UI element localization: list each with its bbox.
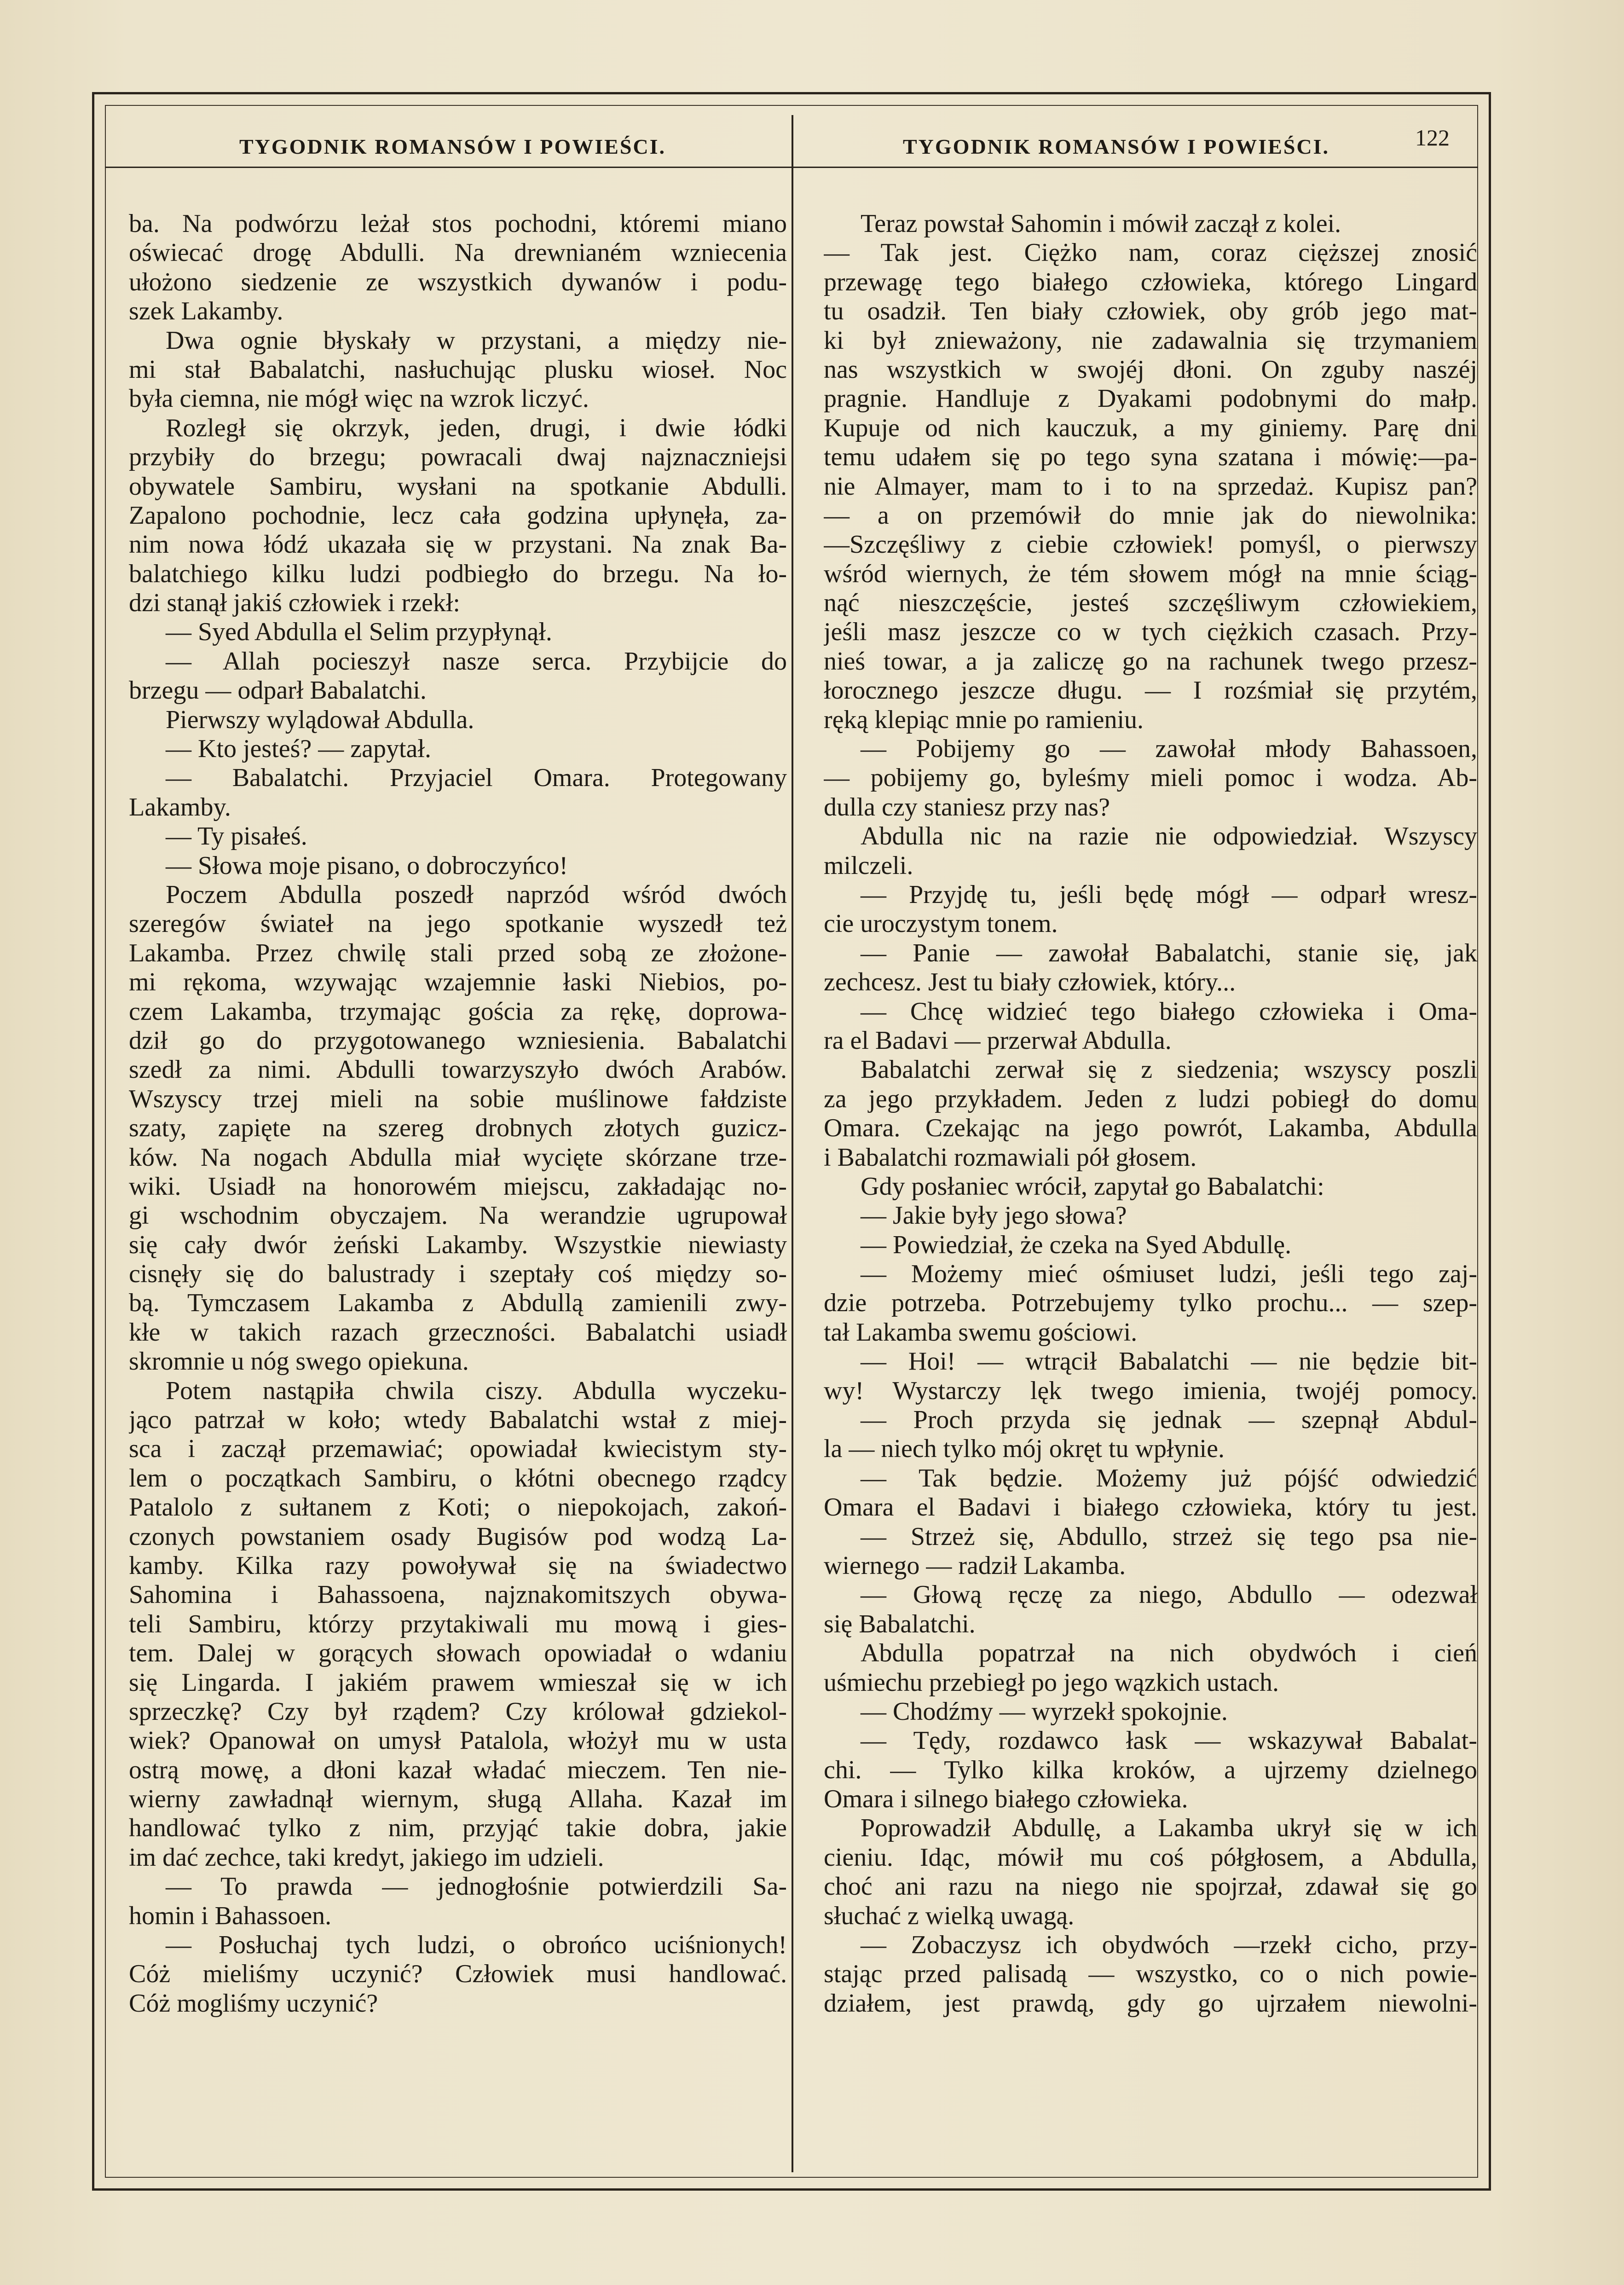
- text-line: kamby. Kilka razy powoływał się na świadectwo: [129, 1551, 787, 1580]
- text-line: mi stał Babalatchi, nasłuchując plusku wioseł. Noc: [129, 355, 787, 384]
- text-line: jeśli masz jeszcze co w tych ciężkich czasach. Przy-: [824, 618, 1477, 647]
- text-line: przybiły do brzegu; powracali dwaj najznaczniejsi: [129, 443, 787, 472]
- text-line: — Panie — zawołał Babalatchi, stanie się, jak: [861, 938, 1477, 967]
- text-line: kłe w takich razach grzeczności. Babalatchi usiadł: [129, 1318, 787, 1347]
- text-line: — Babalatchi. Przyjaciel Omara. Protegowany: [166, 764, 787, 793]
- text-line: — Chodźmy — wyrzekł spokojnie.: [861, 1697, 1228, 1726]
- text-line: Abdulla popatrzał na nich obydwóch i cień: [861, 1639, 1477, 1668]
- text-line: ków. Na nogach Abdulla miał wycięte skórzane trze-: [129, 1143, 787, 1172]
- text-line: skromnie u nóg swego opiekuna.: [129, 1347, 469, 1376]
- text-line: dzie potrzeba. Potrzebujemy tylko prochu... — szep-: [824, 1289, 1477, 1318]
- text-line: stając przed palisadą — wszystko, co o nich powie-: [824, 1960, 1477, 1989]
- text-line: — Głową ręczę za niego, Abdullo — odezwał: [861, 1580, 1477, 1609]
- text-line: — Hoi! — wtrącił Babalatchi — nie będzie bit-: [861, 1347, 1477, 1376]
- text-line: gi wschodnim obyczajem. Na werandzie ugrupował: [129, 1201, 787, 1230]
- text-line: Cóż mieliśmy uczynić? Człowiek musi handlować.: [129, 1960, 787, 1989]
- text-line: — Pobijemy go — zawołał młody Bahassoen,: [861, 735, 1477, 764]
- text-line: cieniu. Idąc, mówił mu coś półgłosem, a Abdulla,: [824, 1843, 1477, 1872]
- text-line: la — niech tylko mój okręt tu wpłynie.: [824, 1435, 1225, 1464]
- text-line: Rozległ się okrzyk, jeden, drugi, i dwie łódki: [166, 413, 787, 442]
- right-text-column: [824, 209, 1477, 2018]
- left-text-column: [129, 209, 787, 2018]
- text-line: — Możemy mieć ośmiuset ludzi, jeśli tego zaj-: [861, 1260, 1477, 1289]
- text-line: milczeli.: [824, 851, 913, 880]
- text-line: Teraz powstał Sahomin i mówił zaczął z kolei.: [861, 209, 1341, 238]
- text-line: wśród wiernych, że tém słowem mógł na mnie ściąg-: [824, 559, 1477, 588]
- text-line: dzi stanął jakiś człowiek i rzekł:: [129, 589, 460, 618]
- text-line: Gdy posłaniec wrócił, zapytał go Babalatchi:: [861, 1172, 1324, 1201]
- text-line: — Powiedział, że czeka na Syed Abdullę.: [861, 1230, 1292, 1259]
- text-line: nąć nieszczęście, jesteś szczęśliwym człowiekiem,: [824, 589, 1477, 618]
- text-line: Abdulla nic na razie nie odpowiedział. Wszyscy: [861, 822, 1477, 851]
- text-line: dulla czy staniesz przy nas?: [824, 793, 1110, 821]
- text-line: sca i zaczął przemawiać; opowiadał kwiecistym sty-: [129, 1435, 787, 1464]
- text-line: Sahomina i Bahassoena, najznakomitszych obywa-: [129, 1580, 787, 1609]
- text-line: teli Sambiru, którzy przytakiwali mu mową i gies-: [129, 1609, 787, 1638]
- text-line: dził go do przygotowanego wzniesienia. Babalatchi: [129, 1026, 787, 1055]
- text-line: pragnie. Handluje z Dyakami podobnymi do małp.: [824, 384, 1477, 413]
- text-line: ostrą mowę, a dłoni kazał władać mieczem. Ten nie-: [129, 1755, 787, 1784]
- text-line: — Posłuchaj tych ludzi, o obrońco uciśnionych!: [166, 1931, 787, 1960]
- text-line: balatchiego kilku ludzi podbiegło do brzegu. Na ło-: [129, 559, 787, 588]
- text-line: — a on przemówił do mnie jak do niewolnika:: [824, 501, 1477, 530]
- text-line: tu osadził. Ten biały człowiek, oby grób jego mat-: [824, 297, 1477, 326]
- text-line: tał Lakamba swemu gościowi.: [824, 1318, 1138, 1347]
- text-line: — Zobaczysz ich obydwóch —rzekł cicho, przy-: [861, 1931, 1477, 1960]
- text-line: — Tak będzie. Możemy już pójść odwiedzić: [861, 1464, 1477, 1492]
- text-line: tem. Dalej w gorących słowach opowiadał o wdaniu: [129, 1639, 787, 1668]
- text-line: Kupuje od nich kauczuk, a my giniemy. Parę dni: [824, 413, 1477, 442]
- running-header-right: TYGODNIK ROMANSÓW I POWIEŚCI.: [903, 135, 1330, 158]
- running-header-left: TYGODNIK ROMANSÓW I POWIEŚCI.: [239, 135, 666, 158]
- text-line: czem Lakamba, trzymając gościa za rękę, doprowa-: [129, 997, 787, 1026]
- text-line: nie Almayer, mam to i to na sprzedaż. Kupisz pan?: [824, 472, 1477, 501]
- text-line: Cóż mogliśmy uczynić?: [129, 1989, 378, 2018]
- text-line: sprzeczkę? Czy był rządem? Czy królował gdziekol-: [129, 1697, 787, 1726]
- text-line: szedł za nimi. Abdulli towarzyszyło dwóch Arabów.: [129, 1055, 787, 1084]
- text-line: się Lingarda. I jakiém prawem wmieszał się w ich: [129, 1668, 787, 1697]
- text-line: się Babalatchi.: [824, 1609, 976, 1638]
- text-line: — Allah pocieszył nasze serca. Przybijcie do: [166, 647, 787, 676]
- text-line: Babalatchi zerwał się z siedzenia; wszyscy poszli: [861, 1055, 1477, 1084]
- text-line: homin i Bahassoen.: [129, 1901, 332, 1930]
- text-line: — Tak jest. Ciężko nam, coraz cięższej znosić: [824, 238, 1477, 267]
- text-line: wiek? Opanował on umysł Patalola, włożył mu w usta: [129, 1726, 787, 1755]
- text-line: zechcesz. Jest tu biały człowiek, który...: [824, 968, 1236, 997]
- text-line: — Chcę widzieć tego białego człowieka i Oma-: [861, 997, 1477, 1026]
- text-line: lem o początkach Sambiru, o kłótni obecnego rządcy: [129, 1464, 787, 1492]
- text-line: Poprowadził Abdullę, a Lakamba ukrył się w ich: [861, 1814, 1477, 1843]
- text-line: Poczem Abdulla poszedł naprzód wśród dwóch: [166, 880, 787, 909]
- text-line: — Kto jesteś? — zapytał.: [166, 735, 431, 764]
- text-line: łorocznego jeszcze długu. — I rozśmiał się przytém,: [824, 676, 1477, 705]
- text-line: szeregów świateł na jego spotkanie wyszedł też: [129, 909, 787, 938]
- text-line: szek Lakamby.: [129, 297, 283, 326]
- text-line: chi. — Tylko kilka kroków, a ujrzemy dzielnego: [824, 1755, 1477, 1784]
- text-line: jąco patrzał w koło; wtedy Babalatchi wstał z miej-: [129, 1406, 787, 1435]
- text-line: Patalolo z sułtanem z Koti; o niepokojach, zakoń-: [129, 1493, 787, 1522]
- text-line: ułożono siedzenie ze wszystkich dywanów i podu-: [129, 267, 787, 296]
- text-line: Zapalono pochodnie, lecz cała godzina upłynęła, za-: [129, 501, 787, 530]
- text-line: nieś towar, a ja zaliczę go na rachunek twego przesz-: [824, 647, 1477, 676]
- text-line: wierny zawładnął wiernym, sługą Allaha. Kazał im: [129, 1785, 787, 1814]
- text-line: mi rękoma, wzywając wzajemnie łaski Niebios, po-: [129, 968, 787, 997]
- text-line: działem, jest prawdą, gdy go ujrzałem niewolni-: [824, 1989, 1477, 2018]
- text-line: brzegu — odparł Babalatchi.: [129, 676, 427, 705]
- text-line: handlować tylko z nim, przyjąć takie dobra, jakie: [129, 1814, 787, 1843]
- text-line: choć ani razu na niego nie spojrzał, zdawał się go: [824, 1872, 1477, 1901]
- text-line: wiernego — radził Lakamba.: [824, 1551, 1126, 1580]
- text-line: — To prawda — jednogłośnie potwierdzili Sa-: [166, 1872, 787, 1901]
- text-line: Dwa ognie błyskały w przystani, a między nie-: [166, 326, 787, 355]
- text-line: uśmiechu przebiegł po jego wązkich ustach.: [824, 1668, 1279, 1697]
- text-line: — Strzeż się, Abdullo, strzeż się tego psa nie-: [861, 1522, 1477, 1551]
- text-line: ba. Na podwórzu leżał stos pochodni, któremi miano: [129, 209, 787, 238]
- text-line: bą. Tymczasem Lakamba z Abdullą zamienili zwy-: [129, 1289, 787, 1318]
- text-line: — Tędy, rozdawco łask — wskazywał Babalat-: [861, 1726, 1477, 1755]
- text-line: Potem nastąpiła chwila ciszy. Abdulla wyczeku-: [166, 1376, 787, 1405]
- text-line: oświecać drogę Abdulli. Na drewnianém wzniecenia: [129, 238, 787, 267]
- text-line: — Proch przyda się jednak — szepnął Abdul-: [861, 1406, 1477, 1435]
- text-line: temu udałem się po tego syna szatana i mówię:—pa-: [824, 443, 1477, 472]
- text-line: ki był znieważony, nie zadawalnia się trzymaniem: [824, 326, 1477, 355]
- text-line: przewagę tego białego człowieka, którego Lingard: [824, 267, 1477, 296]
- text-line: Omara. Czekając na jego powrót, Lakamba, Abdulla: [824, 1114, 1477, 1143]
- text-line: — Syed Abdulla el Selim przypłynął.: [166, 618, 552, 647]
- text-line: wy! Wystarczy lęk twego imienia, twojéj pomocy.: [824, 1376, 1477, 1405]
- text-line: była ciemna, nie mógł więc na wzrok liczyć.: [129, 384, 589, 413]
- text-line: wiki. Usiadł na honorowém miejscu, zakładając no-: [129, 1172, 787, 1201]
- text-line: — Przyjdę tu, jeśli będę mógł — odparł wresz-: [861, 880, 1477, 909]
- text-line: Omara el Badavi i białego człowieka, który tu jest.: [824, 1493, 1477, 1522]
- text-line: cie uroczystym tonem.: [824, 909, 1058, 938]
- text-line: Pierwszy wylądował Abdulla.: [166, 705, 474, 734]
- text-line: — Ty pisałeś.: [166, 822, 307, 851]
- text-line: się cały dwór żeński Lakamby. Wszystkie niewiasty: [129, 1230, 787, 1259]
- column-divider: [792, 115, 793, 2172]
- text-line: — Słowa moje pisano, o dobroczyńco!: [166, 851, 568, 880]
- text-line: im dać zechce, taki kredyt, jakiego im udzieli.: [129, 1843, 604, 1872]
- text-line: Wszyscy trzej mieli na sobie muślinowe fałdziste: [129, 1084, 787, 1113]
- text-line: Lakamba. Przez chwilę stali przed sobą ze złożone-: [129, 938, 787, 967]
- text-line: — Jakie były jego słowa?: [861, 1201, 1127, 1230]
- text-line: ra el Badavi — przerwał Abdulla.: [824, 1026, 1172, 1055]
- text-line: —Szczęśliwy z ciebie człowiek! pomyśl, o pierwszy: [824, 530, 1477, 559]
- text-line: ręką klepiąc mnie po ramieniu.: [824, 705, 1144, 734]
- text-line: Lakamby.: [129, 793, 231, 821]
- text-line: — pobijemy go, byleśmy mieli pomoc i wodza. Ab-: [824, 764, 1477, 793]
- page-number: 122: [1415, 125, 1450, 150]
- text-line: czonych powstaniem osady Bugisów pod wodzą La-: [129, 1522, 787, 1551]
- text-line: obywatele Sambiru, wysłani na spotkanie Abdulli.: [129, 472, 787, 501]
- text-line: i Babalatchi rozmawiali pół głosem.: [824, 1143, 1197, 1172]
- text-line: słuchać z wielką uwagą.: [824, 1901, 1075, 1930]
- text-line: cisnęły się do balustrady i szeptały coś między so-: [129, 1260, 787, 1289]
- text-line: szaty, zapięte na szereg drobnych złotych guzicz-: [129, 1114, 787, 1143]
- text-line: za jego przykładem. Jeden z ludzi pobiegł do domu: [824, 1084, 1477, 1113]
- text-line: nas wszystkich w swojéj dłoni. On zguby naszéj: [824, 355, 1477, 384]
- text-line: Omara i silnego białego człowieka.: [824, 1785, 1188, 1814]
- text-line: nim nowa łódź ukazała się w przystani. Na znak Ba-: [129, 530, 787, 559]
